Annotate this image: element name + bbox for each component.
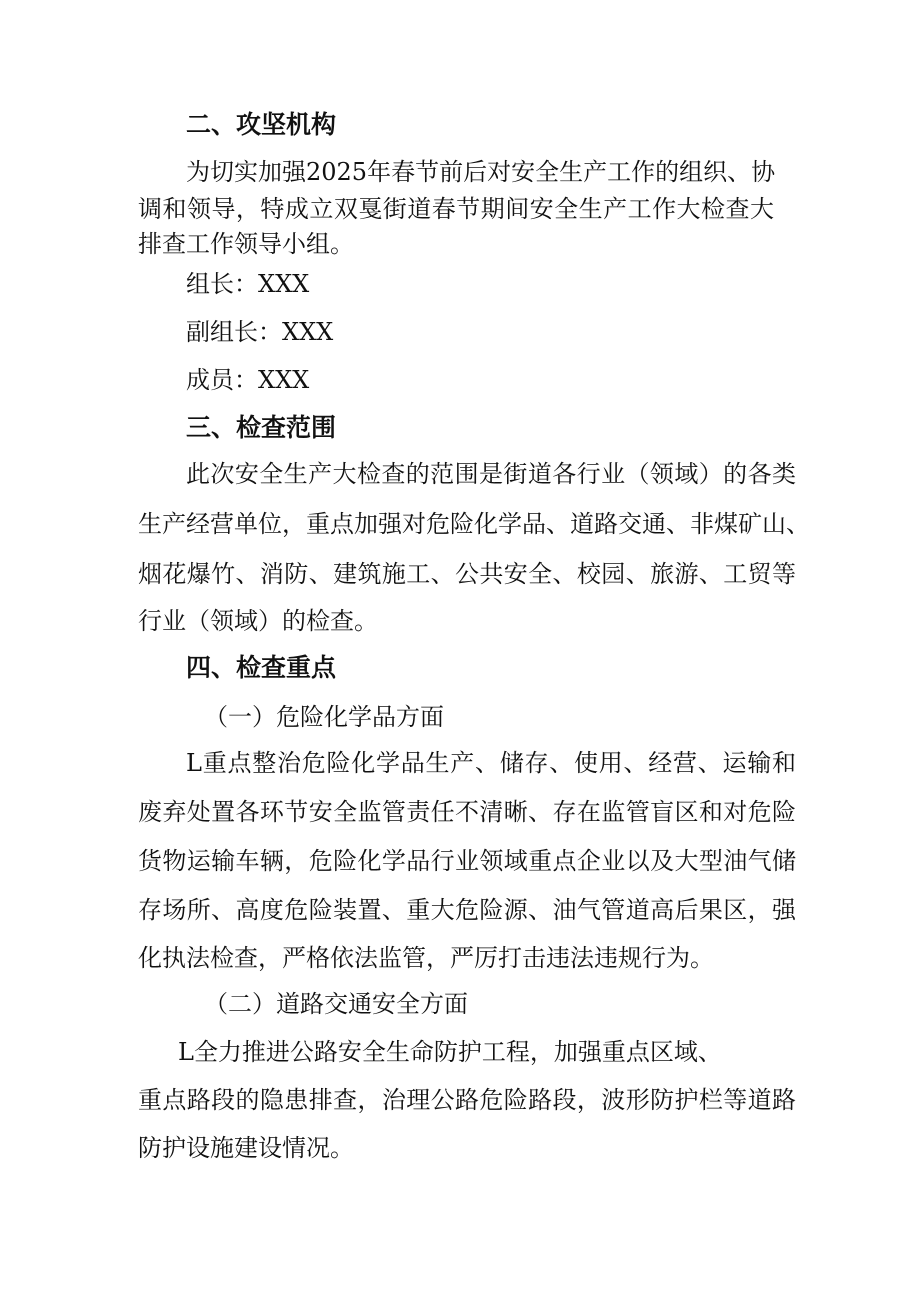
section-heading-organization: 二、攻坚机构 <box>186 110 337 139</box>
paragraph-line: 烟花爆竹、消防、建筑施工、公共安全、校园、旅游、工贸等 <box>138 560 796 588</box>
paragraph-line: L重点整治危险化学品生产、储存、使用、经营、运输和 <box>186 749 796 777</box>
deputy-leader-line: 副组长：XXX <box>186 318 334 346</box>
paragraph-line: 防护设施建设情况。 <box>138 1134 354 1162</box>
subsection-title-road-traffic: （二）道路交通安全方面 <box>204 990 468 1018</box>
subsection-title-hazardous-chemicals: （一）危险化学品方面 <box>204 703 444 731</box>
paragraph-line: 存场所、高度危险装置、重大危险源、油气管道高后果区，强 <box>138 896 796 924</box>
paragraph-line: 货物运输车辆，危险化学品行业领域重点企业以及大型油气储 <box>138 847 796 875</box>
section-heading-scope: 三、检查范围 <box>186 413 337 442</box>
paragraph-line: L全力推进公路安全生命防护工程，加强重点区域、 <box>178 1038 722 1066</box>
section-heading-key-points: 四、检查重点 <box>186 653 337 682</box>
paragraph-line: 生产经营单位，重点加强对危险化学品、道路交通、非煤矿山、 <box>138 510 810 538</box>
paragraph-line: 排查工作领导小组。 <box>138 230 354 258</box>
members-line: 成员：XXX <box>186 366 310 394</box>
paragraph-line: 废弃处置各环节安全监管责任不清晰、存在监管盲区和对危险 <box>138 798 796 826</box>
team-leader-line: 组长：XXX <box>186 270 310 298</box>
paragraph-line: 此次安全生产大检查的范围是街道各行业（领域）的各类 <box>186 460 796 488</box>
paragraph-line: 重点路段的隐患排查，治理公路危险路段，波形防护栏等道路 <box>138 1086 796 1114</box>
paragraph-line: 化执法检查，严格依法监管，严厉打击违法违规行为。 <box>138 944 714 972</box>
paragraph-line: 行业（领域）的检查。 <box>138 607 378 635</box>
paragraph-line: 为切实加强2025年春节前后对安全生产工作的组织、协 <box>186 158 776 186</box>
paragraph-line: 调和领导，特成立双戛街道春节期间安全生产工作大检查大 <box>138 195 774 223</box>
